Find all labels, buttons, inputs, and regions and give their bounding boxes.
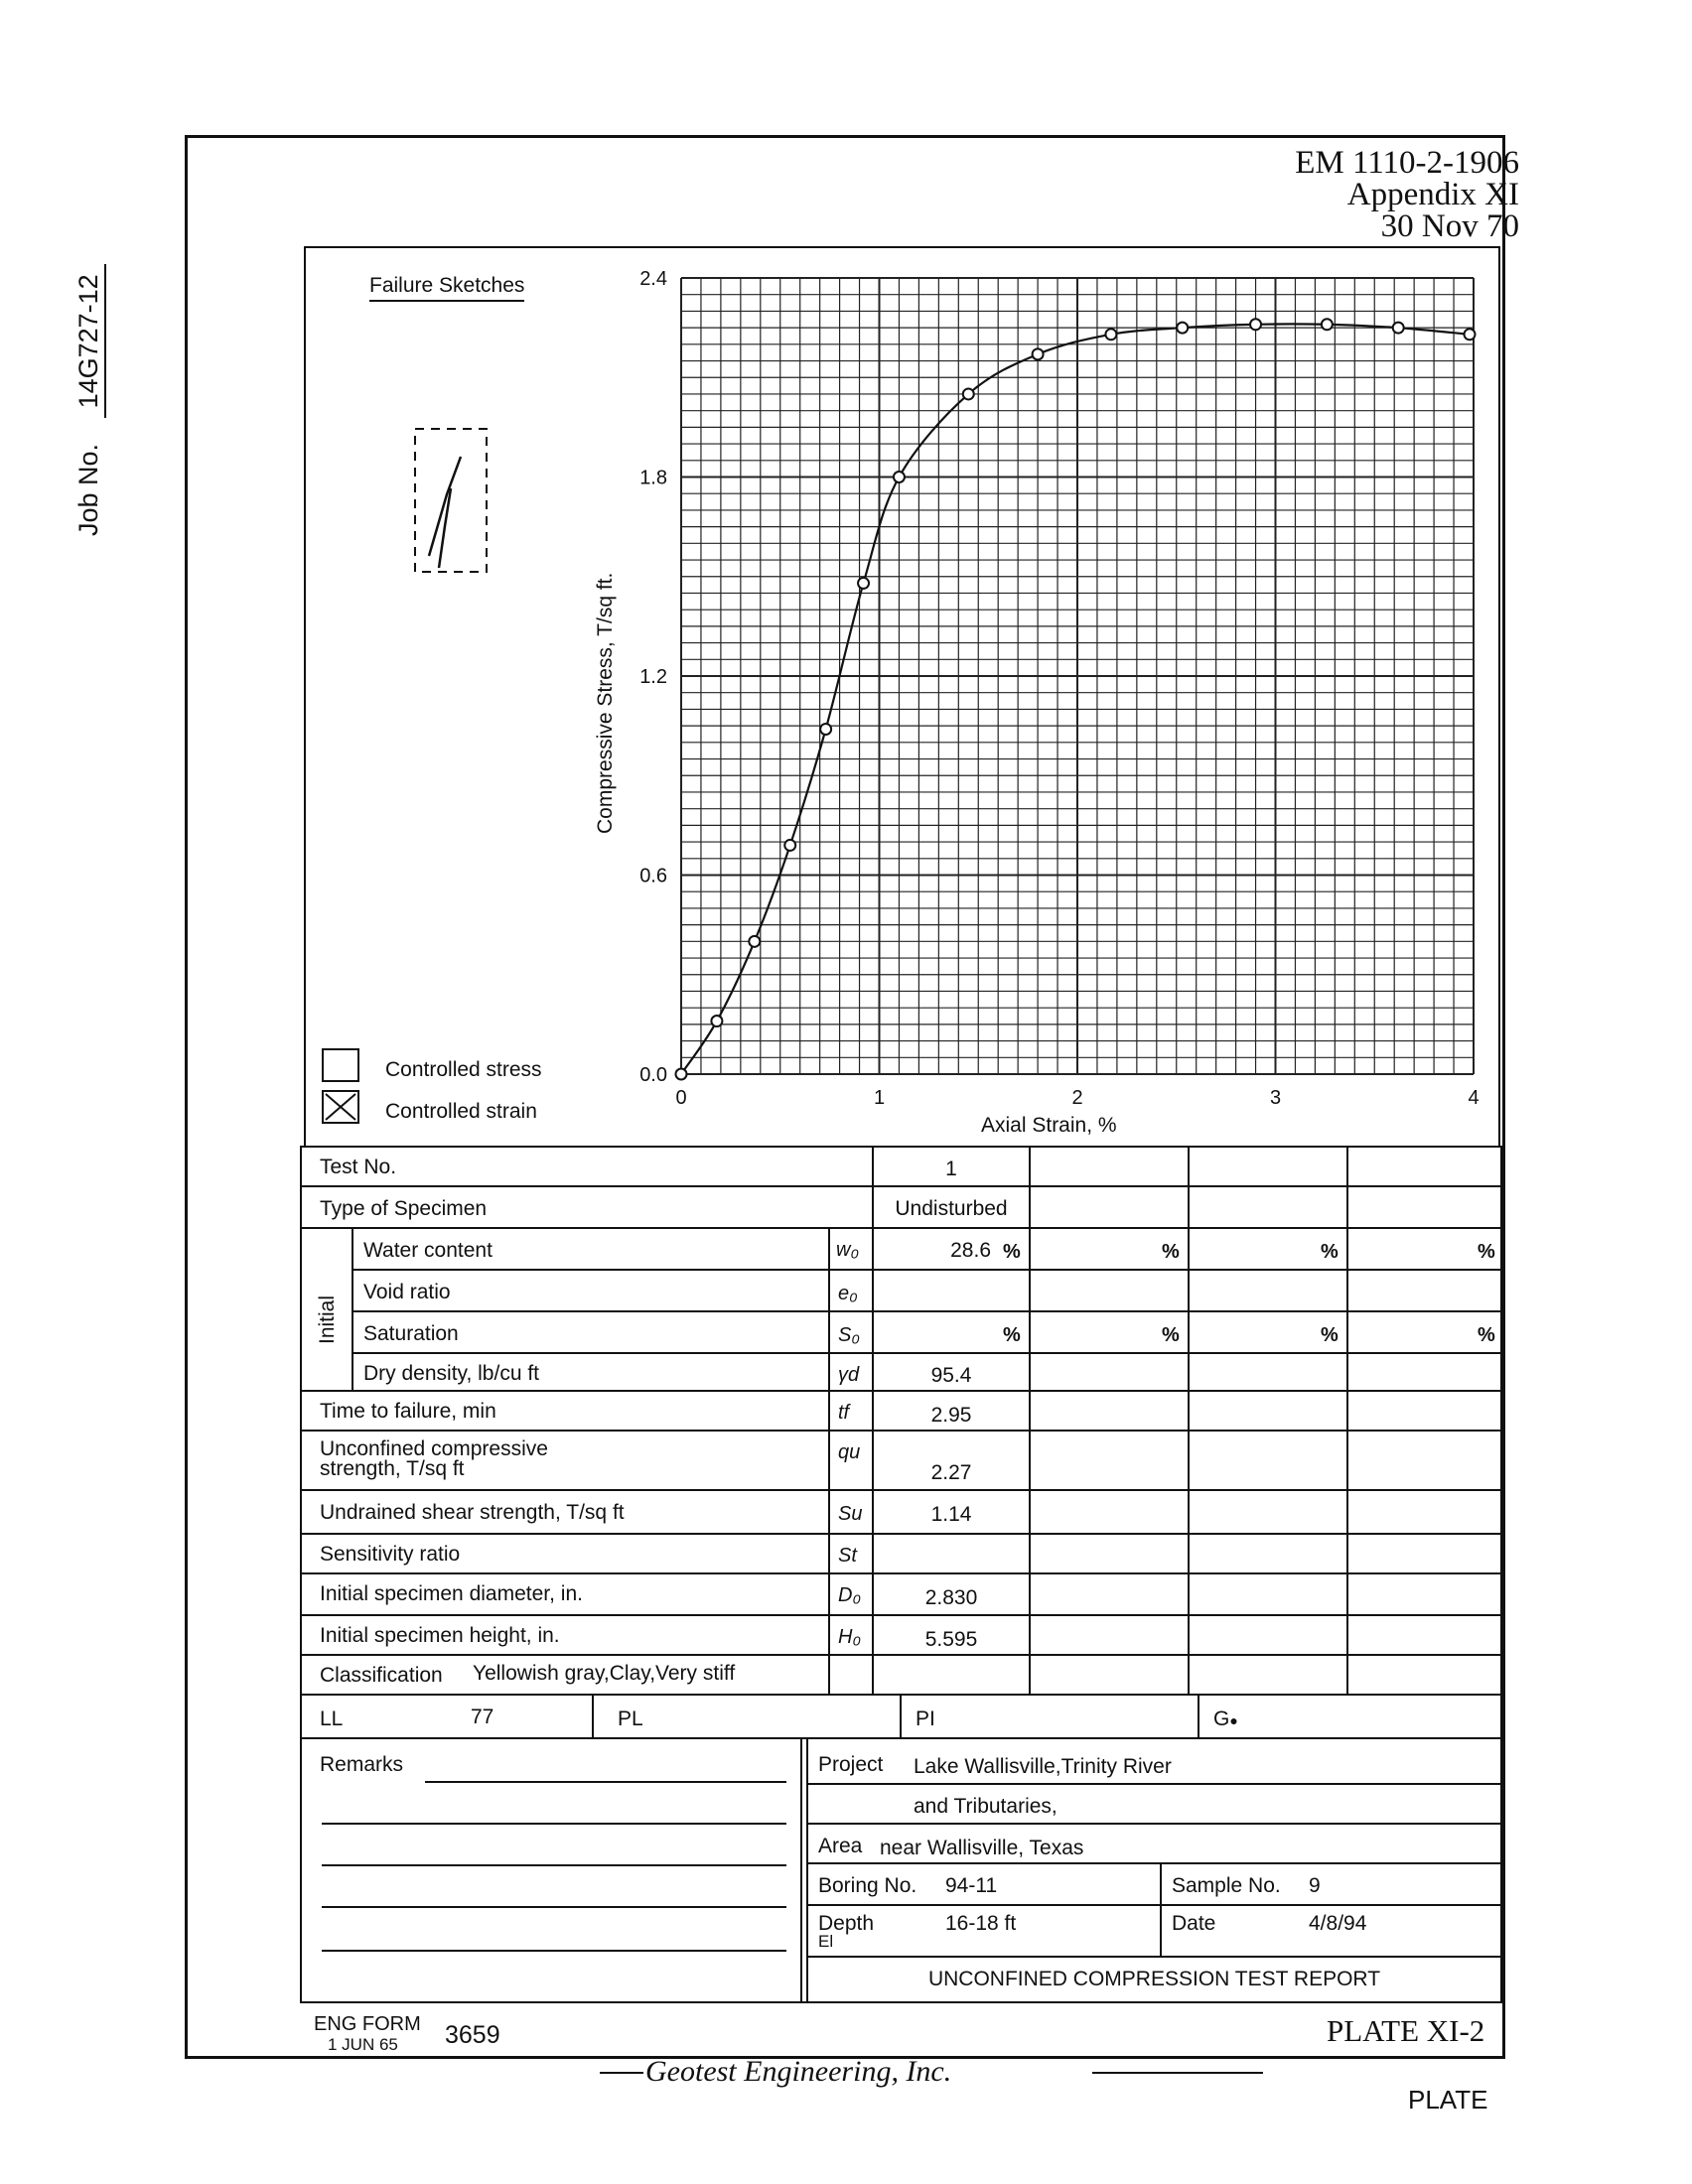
ucs-symbol: qu [838,1441,861,1463]
header-date: 30 Nov 70 [1380,208,1519,244]
appendix: Appendix XI [1346,177,1519,212]
chart-panel [304,246,1500,1148]
height-value: 5.595 [924,1628,978,1651]
specimen-label: Type of Specimen [320,1197,488,1220]
area-value: near Wallisville, Texas [880,1837,1084,1859]
depth-value: 16-18 ft [945,1912,1017,1935]
company-rule-right [1092,2072,1263,2074]
x-tick-label: 4 [1468,1087,1480,1109]
data-point [676,1069,687,1080]
project-label: Project [818,1753,884,1776]
void-ratio-label: Void ratio [363,1281,451,1303]
ucs-value: 2.27 [930,1461,972,1484]
sat-pct-4: % [1478,1324,1495,1346]
ucs-label-1: Unconfined compressive [320,1437,548,1460]
ll-label: LL [320,1707,344,1730]
sample-value: 9 [1309,1874,1321,1897]
y-tick-label: 1.2 [639,666,667,688]
time-to-failure-value: 2.95 [930,1404,972,1427]
eng-form-date: 1 JUN 65 [328,2035,398,2054]
sat-pct-1: % [1003,1324,1021,1346]
eng-form-label: ENG FORM [314,2013,421,2035]
ll-value: 77 [471,1706,494,1728]
test-data-table [300,1146,1502,2003]
y-tick-label: 0.0 [639,1064,667,1086]
sat-pct-2: % [1162,1324,1180,1346]
company-rule-left [600,2072,643,2074]
water-content-value: 28.6 [950,1239,991,1262]
data-point [1033,348,1044,359]
plate-label: PLATE [1408,2085,1488,2115]
data-point [1177,323,1188,334]
report-title: UNCONFINED COMPRESSION TEST REPORT [927,1968,1381,1990]
x-tick-label: 0 [675,1087,687,1109]
header-block [1142,147,1519,246]
classification-label: Classification [320,1664,443,1687]
company-name: Geotest Engineering, Inc. [645,2055,952,2088]
height-symbol: H₀ [838,1626,861,1648]
specimen-value: Undisturbed [895,1197,1008,1220]
pi-label: PI [916,1707,935,1730]
plate-number: PLATE XI-2 [1327,2013,1485,2048]
y-tick-label: 1.8 [639,467,667,489]
area-label: Area [818,1835,863,1857]
data-point [1250,319,1261,330]
time-to-failure-label: Time to failure, min [320,1400,496,1423]
data-point [1393,323,1404,334]
job-number-block [73,119,113,536]
saturation-symbol: S₀ [838,1324,860,1346]
date-label: Date [1172,1912,1216,1935]
data-point [894,472,905,482]
water-pct-2: % [1162,1241,1180,1263]
data-point [1465,329,1476,340]
job-label: Job No. [73,443,103,536]
sensitivity-symbol: St [838,1545,857,1567]
sat-pct-3: % [1321,1324,1339,1346]
gs-label: G● [1213,1707,1238,1730]
diameter-value: 2.830 [924,1586,978,1609]
remarks-label: Remarks [320,1753,404,1776]
water-pct-3: % [1321,1241,1339,1263]
project-value-1: Lake Wallisville,Trinity River [914,1755,1172,1778]
y-axis-label: Compressive Stress, T/sq ft. [594,572,617,834]
void-ratio-symbol: e₀ [838,1283,858,1304]
data-point [1105,329,1116,340]
data-point [820,724,831,735]
data-point [858,578,869,589]
failure-sketches-title: Failure Sketches [369,274,524,302]
pl-label: PL [618,1707,643,1730]
shear-strength-label: Undrained shear strength, T/sq ft [320,1501,625,1524]
diameter-symbol: D₀ [838,1584,861,1606]
water-pct-1: % [1003,1241,1021,1263]
boring-label: Boring No. [818,1874,917,1897]
x-axis-label: Axial Strain, % [981,1114,1117,1137]
data-point [749,936,760,947]
el-label: El [818,1932,834,1951]
shear-strength-value: 1.14 [930,1503,972,1526]
data-point [711,1016,722,1026]
water-content-label: Water content [363,1239,493,1262]
dry-density-label: Dry density, lb/cu ft [363,1362,540,1385]
sample-label: Sample No. [1172,1874,1281,1897]
test-no-value: 1 [945,1158,957,1180]
data-point [963,388,974,399]
date-value: 4/8/94 [1309,1912,1367,1935]
data-point [784,840,795,851]
em-number: EM 1110-2-1906 [1295,145,1519,181]
time-to-failure-symbol: tf [838,1402,850,1424]
controlled-strain-label: Controlled strain [385,1100,537,1123]
diameter-label: Initial specimen diameter, in. [320,1582,583,1605]
test-no-label: Test No. [320,1156,397,1178]
dry-density-symbol: γd [838,1364,860,1386]
height-label: Initial specimen height, in. [320,1624,560,1647]
x-tick-label: 1 [873,1087,886,1109]
initial-label: Initial [316,1295,339,1344]
classification-value: Yellowish gray,Clay,Very stiff [473,1662,736,1685]
water-pct-4: % [1478,1241,1495,1263]
ucs-label-2: strength, T/sq ft [320,1457,465,1480]
boring-value: 94-11 [945,1874,998,1897]
sensitivity-label: Sensitivity ratio [320,1543,461,1566]
job-number: 14G727-12 [73,264,106,418]
x-tick-label: 2 [1071,1087,1083,1109]
y-tick-label: 0.6 [639,865,667,887]
water-content-symbol: w₀ [836,1239,859,1261]
depth-label: Depth [818,1912,875,1935]
data-point [1322,319,1333,330]
x-tick-label: 3 [1269,1087,1282,1109]
eng-form-number: 3659 [445,2021,500,2049]
shear-strength-symbol: Su [838,1503,863,1525]
project-value-2: and Tributaries, [914,1795,1058,1818]
stress-strain-chart [306,248,1502,1150]
dry-density-value: 95.4 [930,1364,972,1387]
saturation-label: Saturation [363,1322,459,1345]
controlled-stress-label: Controlled stress [385,1058,542,1081]
y-tick-label: 2.4 [639,268,667,290]
